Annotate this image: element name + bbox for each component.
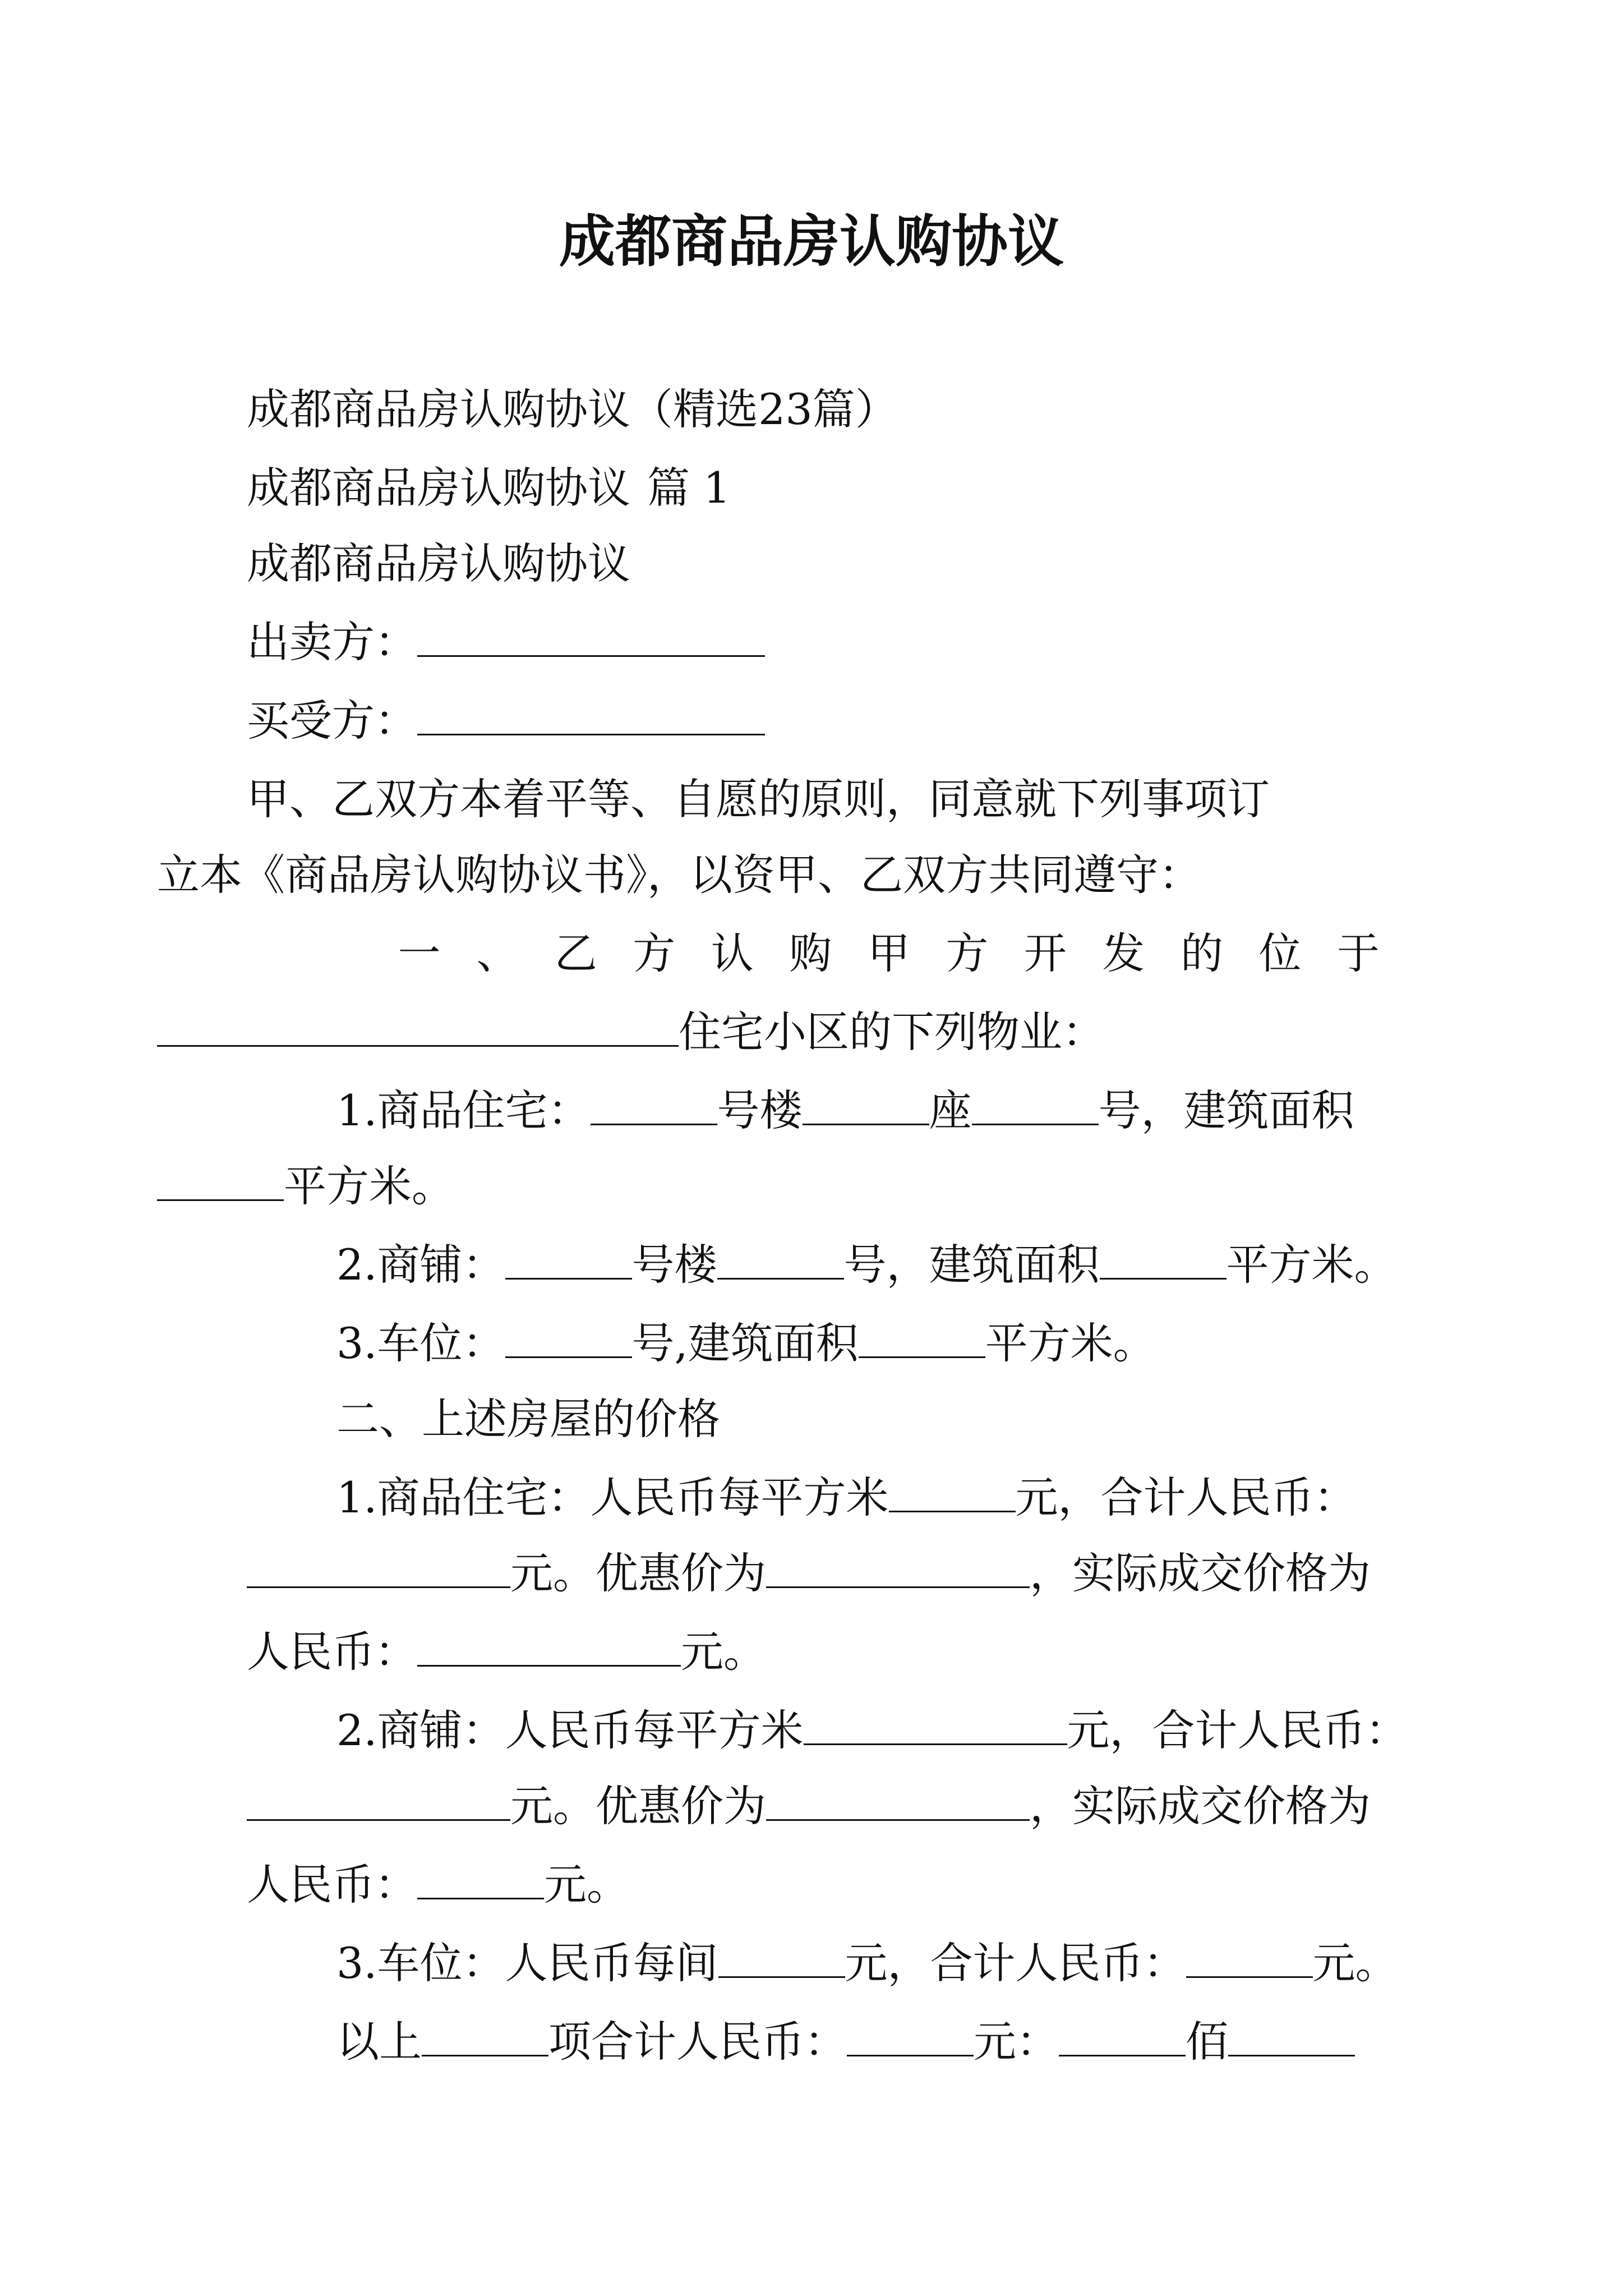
price-1-final — [247, 1624, 1380, 1680]
clause-1-tail-text: 住宅小区的下列物业： — [679, 1007, 1105, 1057]
price-2-label: 2.商铺：人民币每平方米 — [336, 1705, 804, 1755]
blank — [972, 1089, 1099, 1125]
price-3-label: 3.车位：人民币每间 — [336, 1938, 718, 1988]
price-1-yuan: 元。 — [681, 1627, 766, 1677]
seller-blank — [417, 620, 765, 657]
total-above: 以上 — [336, 2017, 422, 2067]
item-1-area: 号，建筑面积 — [1098, 1085, 1354, 1135]
price-1-rmb: 人民币： — [247, 1627, 417, 1677]
blank — [1186, 1941, 1313, 1978]
clause-1-spaced — [247, 926, 1380, 982]
intro-line-2: 立本《商品房认购协议书》，以资甲、乙双方共同遵守： — [157, 850, 1201, 900]
item-2-unit: 平方米。 — [1226, 1240, 1397, 1290]
buyer-label: 买受方： — [247, 696, 417, 746]
blank — [247, 1552, 510, 1588]
blank — [422, 2020, 548, 2056]
item-3-unit: 平方米。 — [985, 1318, 1156, 1368]
item-2-building: 号楼 — [631, 1240, 717, 1290]
item-3-area: 号,建筑面积 — [631, 1318, 859, 1368]
blank — [157, 1165, 284, 1201]
document-title: 成都商品房认购协议 — [559, 208, 1064, 274]
item-1-unit: 平方米。 — [284, 1161, 454, 1211]
price-3 — [336, 1935, 1469, 1991]
blank — [417, 1863, 544, 1899]
item-1-block: 座 — [929, 1085, 972, 1135]
blank — [803, 1089, 929, 1125]
total-sum: 项合计人民币： — [548, 2017, 847, 2067]
blank — [505, 1243, 632, 1280]
inner-title: 成都商品房认购协议 — [247, 539, 630, 588]
item-2 — [336, 1237, 1469, 1293]
price-1-label: 1.商品住宅：人民币每平方米 — [336, 1473, 889, 1522]
blank — [766, 1552, 1030, 1588]
price-1 — [336, 1470, 1469, 1526]
price-1-cont — [247, 1545, 1380, 1602]
total-yuan: 元： — [974, 2017, 1059, 2067]
blank — [417, 1630, 681, 1667]
blank — [766, 1784, 1030, 1821]
price-2-yuan: 元。 — [544, 1860, 629, 1910]
buyer-blank — [417, 699, 765, 735]
price-1-total: 元，合计人民币： — [1015, 1473, 1357, 1522]
price-2-actual: ，实际成交价格为 — [1030, 1781, 1371, 1831]
location-blank — [157, 1010, 679, 1047]
blank — [889, 1476, 1016, 1512]
blank — [1100, 1243, 1227, 1280]
buyer-line — [247, 693, 1380, 749]
price-2-rmb: 人民币： — [247, 1860, 417, 1910]
price-2-cont — [247, 1778, 1380, 1834]
price-3-total: 元，合计人民币： — [845, 1938, 1186, 1988]
item-1-building: 号楼 — [717, 1085, 803, 1135]
blank — [247, 1784, 510, 1821]
item-1 — [336, 1083, 1469, 1139]
subtitle: 成都商品房认购协议（精选23篇） — [247, 384, 898, 434]
seller-line — [247, 614, 1380, 670]
blank — [717, 1243, 844, 1280]
seller-label: 出卖方： — [247, 617, 417, 667]
item-1-label: 1.商品住宅： — [336, 1085, 591, 1135]
blank — [1228, 2020, 1355, 2056]
part-heading-text: 成都商品房认购协议 — [247, 463, 630, 513]
price-2-total: 元，合计人民币： — [1067, 1705, 1408, 1755]
total-hundred: 佰 — [1186, 2017, 1228, 2067]
price-1-discount: 元。优惠价为 — [510, 1548, 766, 1598]
item-2-label: 2.商铺： — [336, 1240, 505, 1290]
blank — [1059, 2020, 1186, 2056]
item-2-area: 号，建筑面积 — [843, 1240, 1100, 1290]
part-label: 篇 1 — [647, 463, 731, 513]
clause-2: 二、上述房屋的价格 — [336, 1394, 720, 1444]
intro-line-1: 甲、乙双方本着平等、自愿的原则，同意就下列事项订 — [247, 774, 1270, 824]
item-3 — [336, 1315, 1469, 1372]
blank — [505, 1322, 632, 1358]
price-2-final — [247, 1857, 1380, 1913]
blank — [847, 2020, 974, 2056]
price-1-actual: ，实际成交价格为 — [1030, 1548, 1371, 1598]
item-1-cont — [157, 1158, 1290, 1214]
part-heading — [247, 460, 1380, 516]
total-line — [336, 2014, 1469, 2070]
price-3-yuan: 元。 — [1312, 1938, 1398, 1988]
blank — [804, 1709, 1067, 1745]
item-3-label: 3.车位： — [336, 1318, 505, 1368]
clause-1-text: 一 、 乙 方 认 购 甲 方 开 发 的 位 于 — [387, 928, 1380, 978]
blank — [718, 1941, 845, 1978]
blank — [859, 1322, 985, 1358]
clause-1-tail — [157, 1004, 1290, 1060]
price-2-discount: 元。优惠价为 — [510, 1781, 766, 1831]
price-2 — [336, 1703, 1469, 1759]
blank — [591, 1089, 717, 1125]
